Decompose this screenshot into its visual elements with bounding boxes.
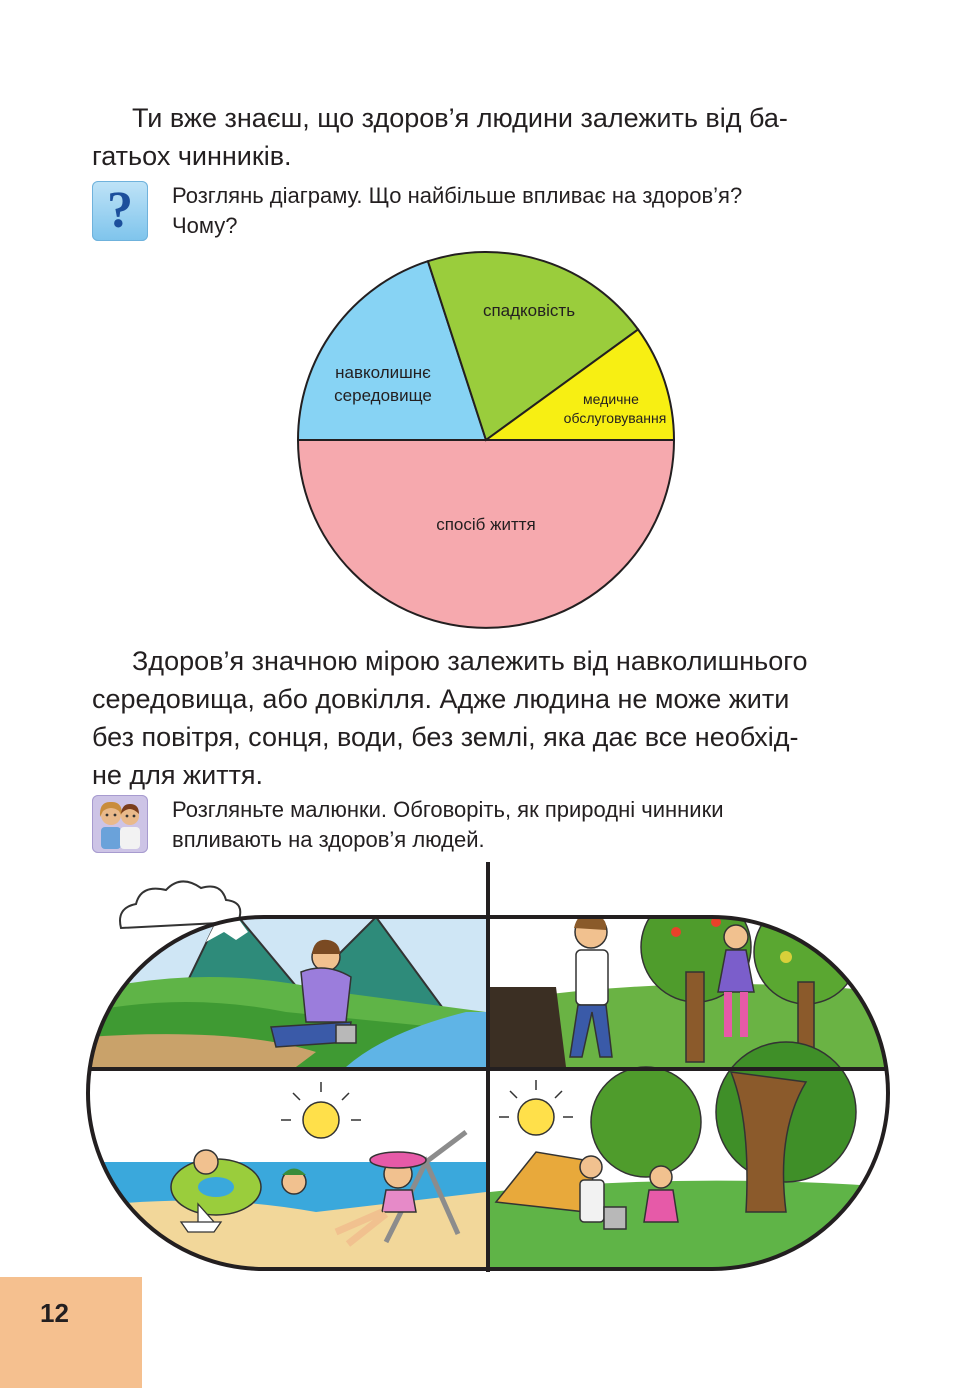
body-line-4: не для життя.	[92, 760, 264, 790]
body-line-2: середовища, або довкілля. Адже людина не може жити	[92, 684, 790, 714]
slice-label-heredity: спадковість	[482, 301, 576, 320]
slice-label-medical-2: обслуговування	[563, 410, 667, 426]
intro-paragraph	[92, 99, 882, 175]
body-paragraph	[92, 642, 882, 794]
body-line-1: Здоров’я значною мірою залежить від навколишнього	[132, 646, 808, 676]
page-number: 12	[40, 1298, 69, 1328]
slice-label-environment-2: середовище	[334, 386, 432, 405]
children-pair-icon	[92, 795, 148, 853]
beach-panel	[86, 1071, 486, 1272]
pair-line-2: впливають на здоров’я людей.	[172, 827, 485, 852]
intro-line-2: гатьох чинників.	[92, 141, 292, 171]
question-line-2: Чому?	[172, 213, 238, 238]
intro-line-1: Ти вже знаєш, що здоров’я людини залежить від ба-	[132, 103, 788, 133]
question-line-1: Розглянь діаграму. Що найбільше впливає на здоров’я?	[172, 183, 743, 208]
slice-label-environment-1: навколишнє	[335, 363, 431, 382]
question-mark-icon	[92, 181, 148, 241]
forest-camp-panel	[490, 1042, 890, 1272]
nature-factors-illustration	[86, 862, 890, 1272]
question-task-text	[172, 181, 882, 241]
slice-label-medical-1: медичне	[583, 391, 639, 407]
pie-chart	[288, 250, 684, 640]
slice-label-lifestyle: спосіб життя	[436, 515, 536, 534]
question-mark-glyph: ?	[107, 182, 133, 239]
pair-task-text	[172, 795, 882, 855]
body-line-3: без повітря, сонця, води, без землі, яка дає все необхід-	[92, 722, 799, 752]
page-number-tab	[0, 1277, 142, 1388]
pair-line-1: Розгляньте малюнки. Обговоріть, як природні чинники	[172, 797, 724, 822]
